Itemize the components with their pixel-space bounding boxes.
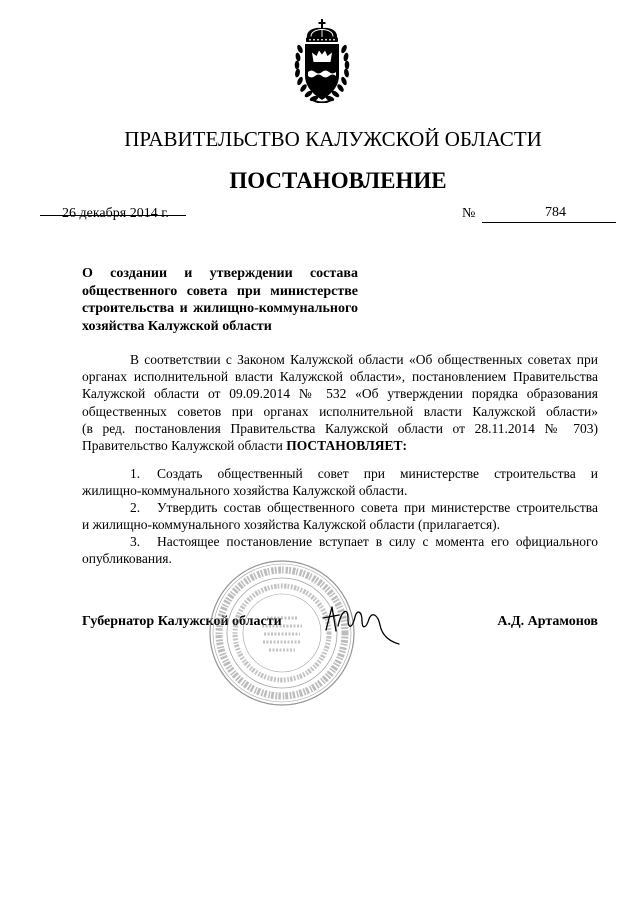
resolution-items [82,465,598,567]
preamble-line: В соответствии с Законом Калужской области «Об общественных советах при [130,352,598,367]
item-text: Утвердить состав общественного совета при министерстве строительства [157,500,598,515]
title-line: хозяйства Калужской области [82,319,272,335]
item-text: Настоящее постановление вступает в силу с момента его официального [157,534,598,549]
decree-word: ПОСТАНОВЛЯЕТ: [286,438,408,454]
number-rule [482,222,616,223]
document-date: 26 декабря 2014 г. [62,206,169,221]
signature-strokes [323,607,399,644]
preamble-line: общественных советов при органах исполнительной власти Калужской области» [82,403,598,419]
title-line: общественного совета при министерстве [82,283,358,299]
item-text: жилищно-коммунального хозяйства Калужской области. [82,483,408,498]
list-item [82,499,598,533]
preamble-line: Калужской области от 09.09.2014 № 532 «Об утверждении порядка образования [82,386,598,402]
item-first-line [82,465,598,482]
list-item [82,465,598,499]
signatory-position: Губернатор Калужской области [82,614,282,629]
item-text: Создать общественный совет при министерстве строительства и [157,466,598,481]
title-line: О создании и утверждении состава [82,266,358,281]
signatory-name: А.Д. Артамонов [497,614,598,629]
organization-name: ПРАВИТЕЛЬСТВО КАЛУЖСКОЙ ОБЛАСТИ [124,127,542,151]
preamble-closing-text: Правительство Калужской области [82,438,283,454]
preamble-line: (в ред. постановления Правительства Калужской области от 28.11.2014 № 703) [82,420,598,436]
document-title [82,265,358,336]
document-number: 784 [545,205,566,220]
title-line: строительства и жилищно-коммунального [82,301,358,317]
item-text: опубликования. [82,551,172,566]
item-number: 2. [130,500,141,515]
item-number: 1. [130,466,141,481]
preamble-paragraph [82,351,598,454]
coat-of-arms-icon [289,19,355,103]
item-first-line [82,499,598,516]
preamble-line: органах исполнительной власти Калужской области», постановлением Правительства [82,369,598,385]
preamble-closing-line [82,437,598,454]
document-type: ПОСТАНОВЛЕНИЕ [229,168,447,193]
item-text: и жилищно-коммунального хозяйства Калужской области (прилагается). [82,517,501,532]
item-number: 3. [130,534,141,549]
number-sign: № [462,206,476,221]
handwritten-signature-icon [322,598,402,648]
item-first-line [82,533,598,550]
